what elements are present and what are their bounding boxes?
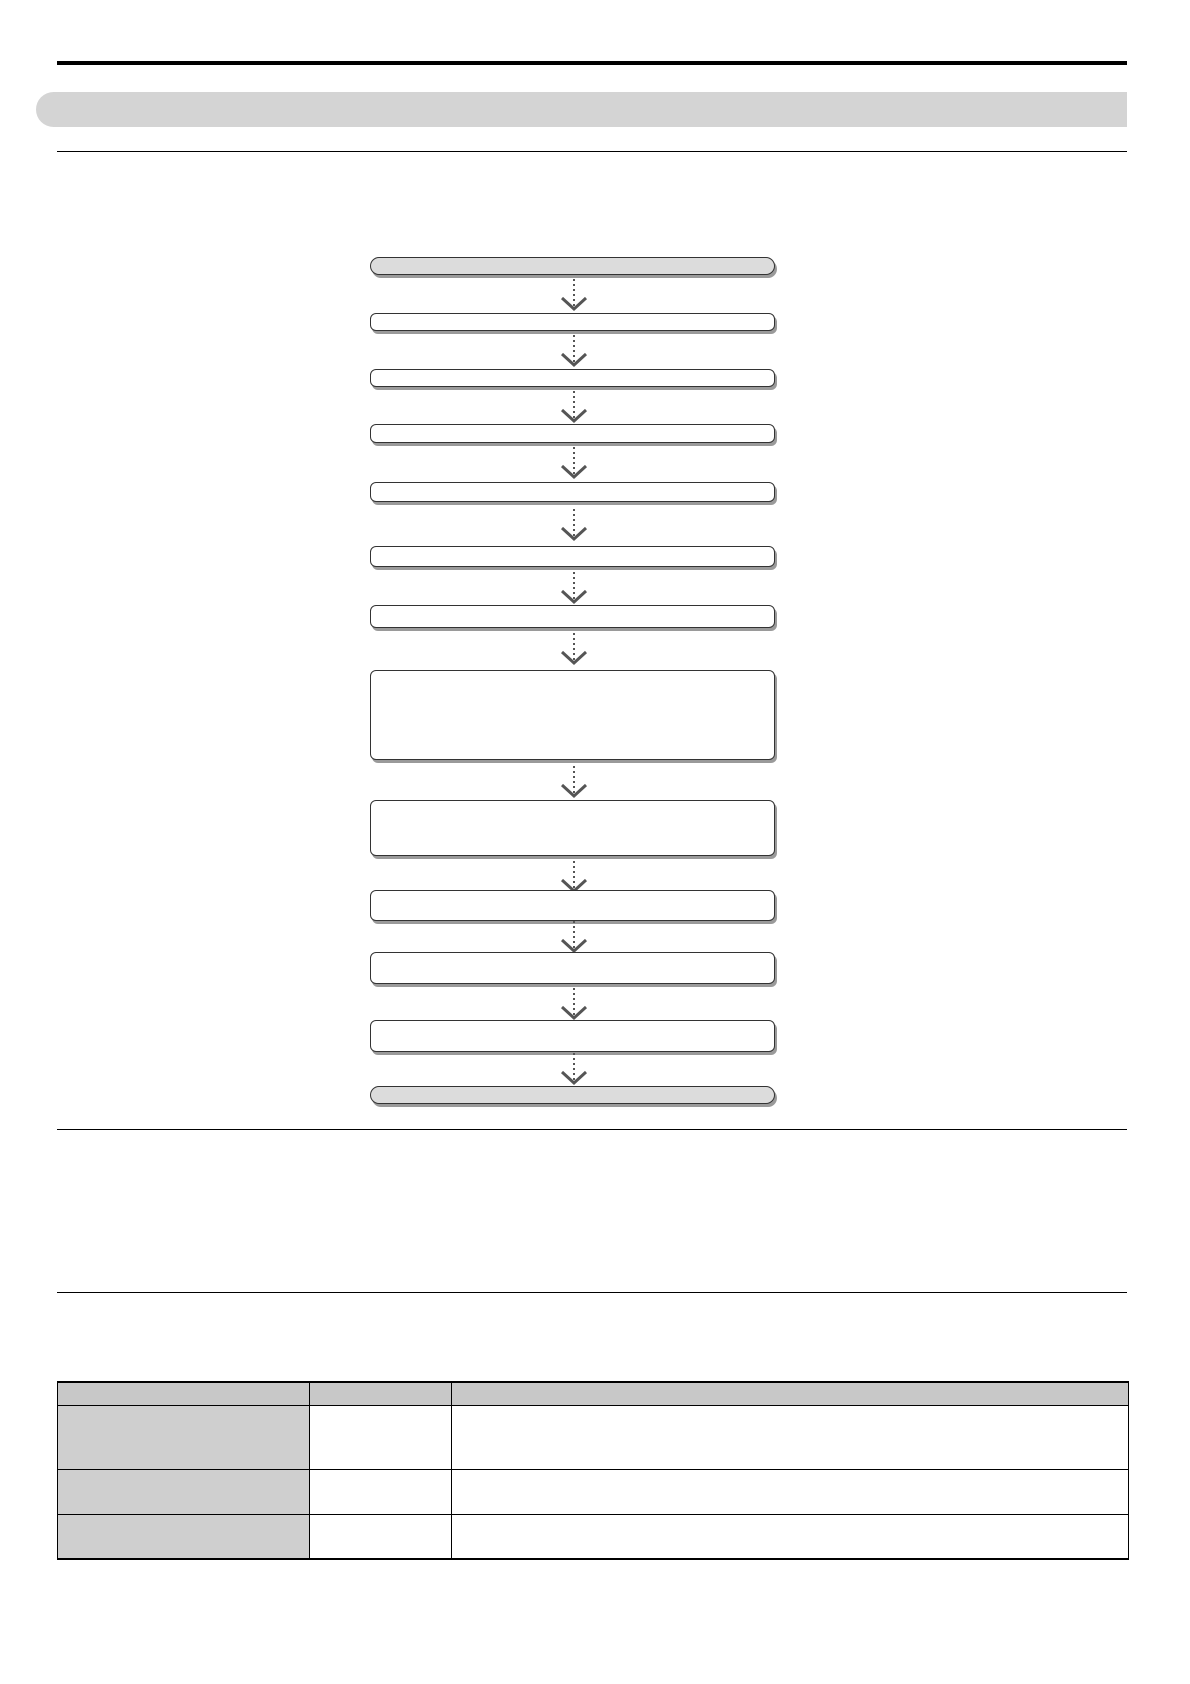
table-cell-value [310,1515,452,1559]
info-table [57,1381,1129,1560]
table-cell-name [58,1470,310,1515]
table-header-cell [452,1382,1129,1406]
section-title-bar [36,92,1127,127]
table-cell-value [310,1470,452,1515]
table-cell-name [58,1515,310,1559]
flowchart-step [370,605,775,628]
table-cell-description [452,1470,1129,1515]
flowchart-step [370,482,775,502]
flowchart-step [370,369,775,387]
flow-arrow-down-icon [559,390,589,426]
flowchart-step [370,890,775,921]
flowchart-step [370,546,775,567]
table-cell-value [310,1406,452,1470]
flowchart-step [370,952,775,984]
table-cell-name [58,1406,310,1470]
table-header-cell [58,1382,310,1406]
flowchart-end-terminal [370,1086,775,1104]
table-cell-description [452,1515,1129,1559]
flowchart-step-medium [370,800,775,856]
flow-arrow-down-icon [559,920,589,956]
subsection-rule-2 [57,1129,1127,1130]
table-row [58,1470,1129,1515]
flowchart-step-large [370,670,775,760]
table-header-cell [310,1382,452,1406]
table-header-row [58,1382,1129,1406]
table-row [58,1406,1129,1470]
flow-arrow-down-icon [559,278,589,314]
flow-arrow-down-icon [559,446,589,482]
flow-arrow-down-icon [559,987,589,1023]
subsection-rule-1 [57,151,1127,152]
flow-arrow-down-icon [559,508,589,544]
header-rule [57,61,1127,65]
table-cell-description [452,1406,1129,1470]
table-row [58,1515,1129,1559]
flowchart-step [370,1020,775,1052]
flow-arrow-down-icon [559,334,589,370]
flowchart-step [370,313,775,331]
flow-arrow-down-icon [559,765,589,801]
flow-arrow-down-icon [559,1052,589,1088]
flowchart-start-terminal [370,257,775,275]
flowchart-step [370,424,775,443]
subsection-rule-3 [57,1292,1127,1293]
flow-arrow-down-icon [559,571,589,607]
flow-arrow-down-icon [559,632,589,668]
